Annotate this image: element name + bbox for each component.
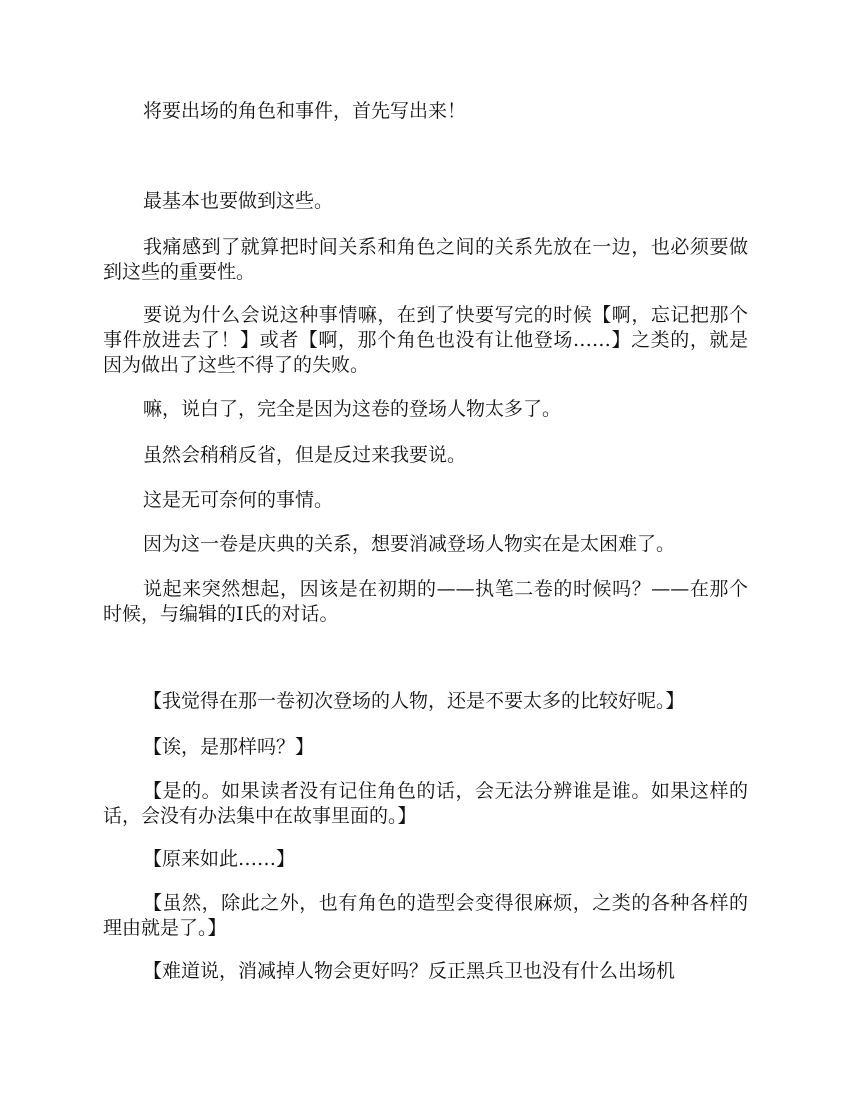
paragraph-9: 说起来突然想起，因该是在初期的——执笔二卷的时候吗？——在那个时候，与编辑的I氏的对话。	[103, 578, 748, 625]
paragraph-1: 将要出场的角色和事件，首先写出来！	[143, 100, 467, 122]
paragraph-3: 我痛感到了就算把时间关系和角色之间的关系先放在一边，也必须要做到这些的重要性。	[103, 236, 748, 283]
paragraph-14: 【虽然，除此之外，也有角色的造型会变得很麻烦，之类的各种各样的理由就是了。】	[103, 892, 748, 939]
paragraph-8: 因为这一卷是庆典的关系，想要消减登场人物实在是太困难了。	[143, 533, 676, 555]
paragraph-4: 要说为什么会说这种事情嘛，在到了快要写完的时候【啊，忘记把那个事件放进去了！】或者【啊，那个角色也没有让他登场……】之类的，就是因为做出了这些不得了的失败。	[103, 304, 748, 376]
paragraph-5: 嘛，说白了，完全是因为这卷的登场人物太多了。	[143, 398, 562, 420]
paragraph-7: 这是无可奈何的事情。	[143, 489, 334, 511]
paragraph-6: 虽然会稍稍反省，但是反过来我要说。	[143, 444, 467, 466]
paragraph-11: 【诶，是那样吗？】	[143, 736, 315, 758]
paragraph-15: 【难道说，消减掉人物会更好吗？反正黑兵卫也没有什么出场机	[143, 960, 676, 982]
paragraph-12: 【是的。如果读者没有记住角色的话，会无法分辨谁是谁。如果这样的话，会没有办法集中在故事里面的。】	[103, 780, 748, 827]
paragraph-13: 【原来如此……】	[143, 848, 296, 870]
paragraph-10: 【我觉得在那一卷初次登场的人物，还是不要太多的比较好呢。】	[143, 690, 685, 712]
paragraph-2: 最基本也要做到这些。	[143, 190, 334, 212]
